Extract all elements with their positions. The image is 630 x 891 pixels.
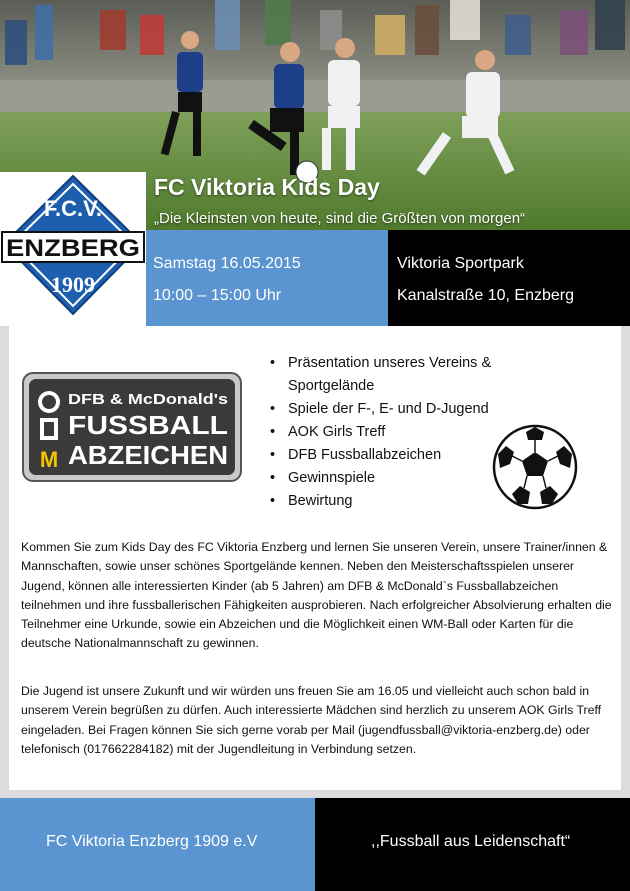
club-logo-panel <box>0 172 146 322</box>
logo-year: 1909 <box>51 272 95 297</box>
badge-line2: FUSSBALL <box>68 410 229 440</box>
list-item <box>267 467 522 490</box>
list-item <box>267 352 522 398</box>
date-time-band <box>146 230 388 326</box>
event-time: 10:00 – 15:00 Uhr <box>153 287 282 304</box>
list-item <box>267 490 522 513</box>
bullet: • <box>270 401 276 417</box>
event-date: Samstag 16.05.2015 <box>153 255 301 272</box>
footer-club-name: FC Viktoria Enzberg 1909 e.V <box>46 833 258 850</box>
bullet: • <box>270 470 276 486</box>
list-item <box>267 398 522 421</box>
bullet: • <box>270 447 276 463</box>
logo-top-text: F.C.V. <box>44 196 102 221</box>
bullet: • <box>270 493 276 509</box>
badge-line1: DFB & McDonald's <box>68 392 228 408</box>
slogan: „Die Kleinsten von heute, sind die Größten von morgen“ <box>154 210 526 227</box>
event-address: Kanalstraße 10, Enzberg <box>397 287 574 304</box>
svg-text:M: M <box>39 447 59 472</box>
bullet: • <box>270 355 276 371</box>
program-item: AOK Girls Treff <box>288 424 386 440</box>
location-band <box>388 230 630 326</box>
fussballabzeichen-badge-icon <box>22 372 242 482</box>
invitation-paragraph: Die Jugend ist unsere Zukunft und wir würden uns freuen Sie am 16.05 und vielleicht auch schon bald in unserem Verein begrüßen zu dürfen. Auch interessierte Mädchen sind herzlich zu unserem AOK Girls Treff eingeladen. Bei Fragen können Sie sich gerne vorab per Mail (jugendfussball@viktoria-enzberg.de) oder telefonisch (017662284182) mit der Jugendleitung in Verbindung setzen. <box>21 684 602 756</box>
club-crest-icon <box>0 172 146 322</box>
footer-motto: ,,Fussball aus Leidenschaft“ <box>371 833 571 850</box>
bullet: • <box>270 424 276 440</box>
program-list <box>267 352 522 513</box>
footer-motto-band <box>315 798 630 891</box>
badge-line3: ABZEICHEN <box>68 440 228 470</box>
page-title: FC Viktoria Kids Day <box>154 174 380 200</box>
footer-club-band <box>0 798 315 891</box>
soccer-ball-icon <box>492 424 578 510</box>
program-item: Spiele der F-, E- und D-Jugend <box>288 401 489 417</box>
list-item <box>267 444 522 467</box>
list-item <box>267 421 522 444</box>
event-venue: Viktoria Sportpark <box>397 255 524 272</box>
program-item: Präsentation unseres Vereins & Sportgelände <box>288 355 492 394</box>
logo-name: ENZBERG <box>6 235 140 262</box>
program-item: Gewinnspiele <box>288 470 376 486</box>
intro-paragraph: Kommen Sie zum Kids Day des FC Viktoria Enzberg und lernen Sie unseren Verein, unsere Trainer/innen & Mannschaften, sowie unser schönes Sportgelände kennen. Neben den Meisterschaftsspielen unserer Jugend, können alle interessierten Kinder (ab 5 Jahren) am DFB & McDonald`s Fussballabzeichen teilnehmen und ihre fussballerischen Fähigkeiten ausprobieren. Nach erfolgreicher Absolvierung erhalten die Teilnehmer eine Urkunde, sowie ein Abzeichen und die Möglichkeit einen WM-Ball oder Karten für die deutsche Nationalmannschaft zu gewinnen. <box>21 540 612 651</box>
program-item: DFB Fussballabzeichen <box>288 447 442 463</box>
program-item: Bewirtung <box>288 493 353 509</box>
